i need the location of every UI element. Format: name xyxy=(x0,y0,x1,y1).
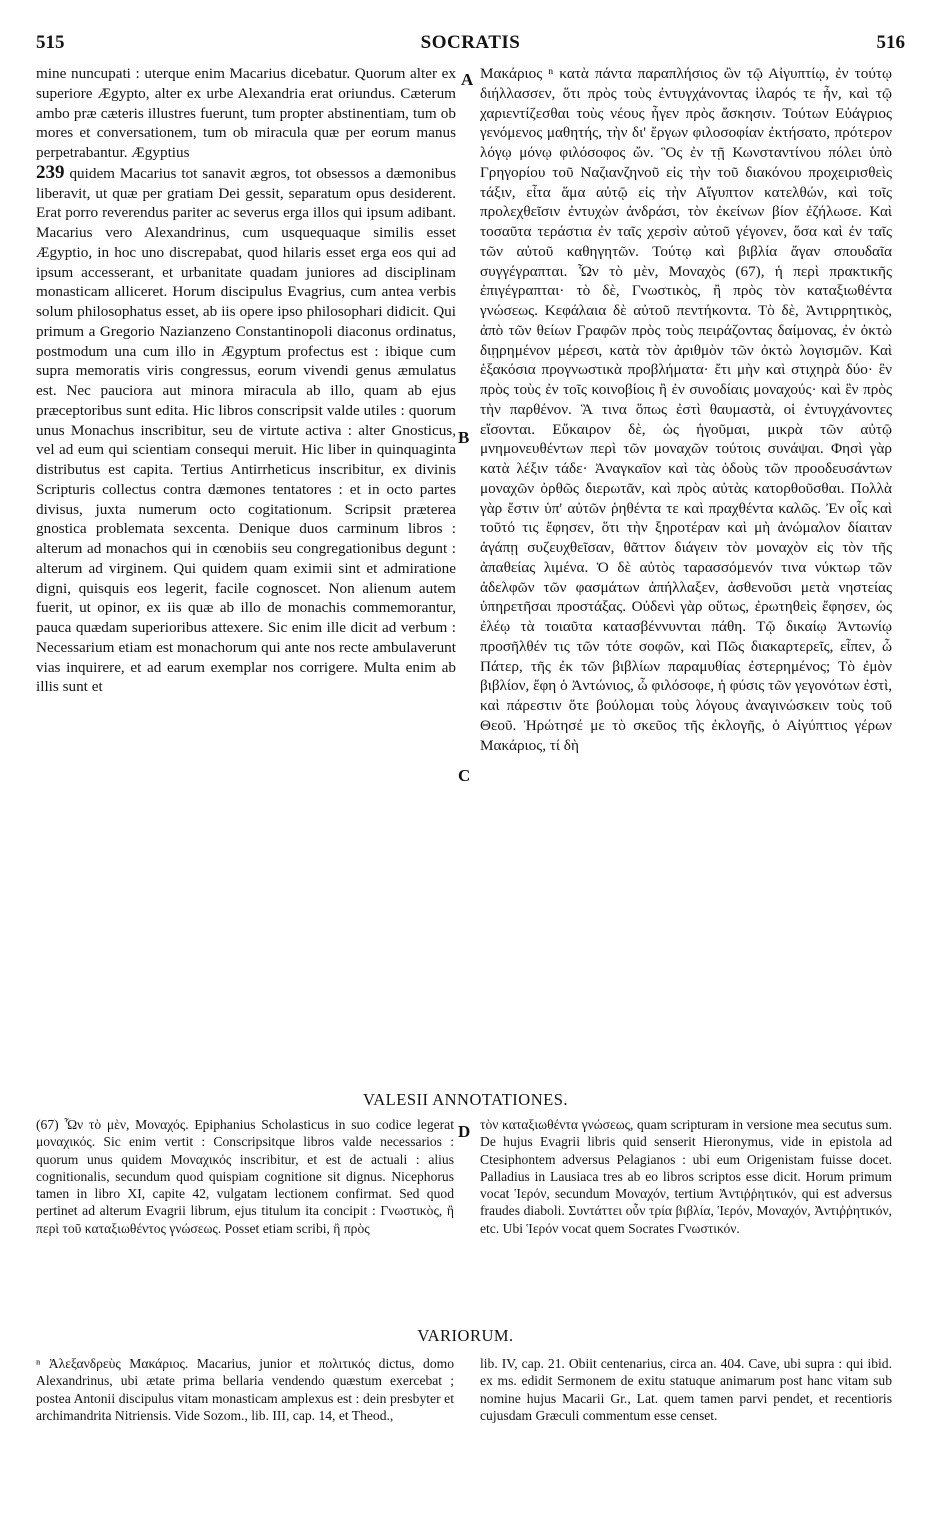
valesii-note-left xyxy=(36,1116,454,1312)
valesii-note-right xyxy=(480,1116,892,1312)
variorum-note-left xyxy=(36,1355,454,1531)
running-head xyxy=(36,32,905,58)
page-number-left: 515 xyxy=(36,32,65,53)
margin-marker-a: A xyxy=(461,70,474,89)
variorum-heading: VARIORUM. xyxy=(417,1326,514,1345)
variorum-note-right-text: lib. IV, cap. 21. Obiit centenarius, circa an. 404. Cave, ubi supra : qui ibid. ex ms. edidit Sermonem de exitu statuque animarum post hanc vitam sub nomine hujus Macarii Gr., Lat. quem tamen parvi pendet, et recentioris cujusdam Græculi commentum esse censet. xyxy=(480,1356,892,1423)
valesii-heading: VALESII ANNOTATIONES. xyxy=(362,1090,569,1109)
margin-marker-d: D xyxy=(458,1122,471,1141)
greek-column xyxy=(480,64,892,1074)
running-title: SOCRATIS xyxy=(420,32,521,53)
latin-column xyxy=(36,64,456,1074)
valesii-note-right-text: τὸν καταξιωθέντα γνώσεως, quam scripturam in versione mea secutus sum. De hujus Evagrii libris quid senserit Hieronymus, vide in epistola ad Ctesiphontem adversus Pelagianos : ubi eum Origenistam fuisse docet. Palladius in Lausiaca tres ab eo libros scriptos esse dicit. Horum primum vocat Ἱερόν, secundum Μοναχόν, tertium Ἀντιῤῥητικόν, qui est adversus fraudes diaboli. Συντάττει οὖν τρία βιβλία, Ἱερόν, Μοναχόν, Ἀντιῤῥητικόν, etc. Ubi Ἱερόν vocat quem Socrates Γνωστικόν. xyxy=(480,1117,892,1236)
reference-number: 239 xyxy=(36,161,65,183)
margin-marker-b: B xyxy=(458,428,470,447)
latin-text xyxy=(36,64,456,697)
latin-text-part1: mine nuncupati : uterque enim Macarius dicebatur. Quorum alter ex superiore Ægypto, alter ex urbe Alexandria erat oriundus. Cæterum ambo præ cæteris illustres fuerunt, tum propter abstinentiam, tum ob mores et conversationem, tum ob miracula quæ per eorum manus perpetrabantur. Ægyptius xyxy=(36,65,456,161)
latin-text-part2: quidem Macarius tot sanavit ægros, tot obsessos a dæmonibus liberavit, ut quæ per gratiam Dei gessit, separatum opus desiderent. Erat porro reverendus pariter ac severus erga illos qui ipsum adibant. Macarius vero Alexandrinus, cum usquequaque similis esset Ægyptio, in hoc uno discrepabat, quod hilaris esset erga eos qui ad ipsum accesserant, et urbanitate quadam juniores ad disciplinam monasticam alliceret. Horum discipulus Evagrius, cum antea verbis solum philosophatus esset, ab iis opere ipso philosophari didicit. Qui primum a Gregorio Nazianzeno Constantinopoli diaconus ordinatus, postmodum una cum illo in Ægyptum profectus est : ibique cum supra memoratis viris congressus, eorum vivendi genus æmulatus est. Nec pauciora aut minora miracula ab illo, quam ab ejus præceptoribus sunt edita. Hic libros conscripsit valde utiles : quorum unus Monachus inscribitur, seu de virtute activa : alter Gnosticus, vel ad eum qui scientiam consequi meruit. Hic liber in quinquaginta distributus est capita. Tertius Antirrheticus inscribitur, ex divinis Scripturis collectus contra dæmones tentatores : et in octo partes divisus, juxta numerum octo cogitationum. Scripsit præterea gnostica problemata sexcenta. Denique duos carminum libros : alterum ad monachos qui in cœnobiis seu congregationibus degunt : alterum ad virginem. Qui quidem quam eximii sint et admiratione digni, quisquis eos legerit, facile cognoscet. Non alienum autem fuerit, ut opinor, ex iis quæ ab illo de monachis commemorantur, pauca quædam superioribus attexere. Sic enim ille dicit ad verbum : Necessarium etiam est monachorum qui ante nos recte ambulaverunt vias inquirere, et ad earum exemplar nos corrigere. Multa enim ab illis sunt et xyxy=(36,164,456,696)
variorum-note-right xyxy=(480,1355,892,1531)
greek-text: Μακάριος ⁿ κατὰ πάντα παραπλήσιος ὢν τῷ Αἰγυπτίῳ, ἐν τούτῳ διήλλασσεν, ὅτι πρὸς τοὺς ἐντυγχάνοντας ἱλαρός τε ἦν, καὶ τῷ χαριεντίζεσθαι τοὺς νέους ἦγεν πρὸς ἄσκησιν. Τούτων Εὐάγριος γενόμενος μαθητής, τὴν δι' ἔργων φιλοσοφίαν ἐκτήσατο, πρότερον λόγῳ μόνῳ φιλόσοφος ὤν. Ὃς ἐν τῇ Κωνσταντίνου πόλει ὑπὸ Γρηγορίου τοῦ Ναζιανζηνοῦ εἰς τὴν τοῦ διακόνου προχειρισθεὶς τάξιν, εἶτα ἅμα αὐτῷ εἰς τὴν Αἴγυπτον κατελθών, καὶ τοῖς προλεχθεῖσιν ἐντυχὼν ἀνδράσι, τὸν ἐκείνων βίον ἐζήλωσε. Καὶ τοσαῦτα τεράστια ἐν ταῖς χερσὶν αὐτοῦ γέγονεν, ὅσα καὶ ἐν ταῖς τῶν αὐτοῦ καθηγητῶν. Τούτῳ καὶ βιβλία ἄγαν σπουδαῖα συγγέγραπται. Ὧν τὸ μὲν, Μοναχὸς (67), ἡ περὶ πρακτικῆς ἐπιγέγραπται· τὸ δὲ, Γνωστικὸς, ἢ πρὸς τὸν καταξιωθέντα γνώσεως. Κεφάλαια δὲ αὐτοῦ πεντήκοντα. Τὸ δὲ, Ἀντιρρητικὸς, ἀπὸ τῶν θείων Γραφῶν πρὸς τοὺς πειράζοντας δαίμονας, ἐν ὀκτὼ διῃρημένον μέρεσι, κατὰ τὸν ἀριθμὸν τῶν ὀκτὼ λογισμῶν. Καὶ ἑξακόσια προγνωστικὰ προβλήματα· ἔτι μὴν καὶ στιχηρὰ δύο· ἓν πρὸς τοὺς ἐν τοῖς κοινοβίοις ἢ ἐν συνοδίαις μοναχούς· καὶ ἓν πρὸς τὴν παρθένον. Ἃ τινα ὅπως ἐστὶ θαυμαστὰ, οἱ ἐντυγχάνοντες εἴσονται. Εὔκαιρον δὲ, ὡς ἡγοῦμαι, μικρὰ τῶν αὐτῷ μνημονευθέντων περὶ τῶν μοναχῶν τούτοις συνάψαι. Φησὶ γὰρ κατὰ λέξιν τάδε· Ἀναγκαῖον καὶ τὰς ὁδοὺς τῶν προοδευσάντων μοναχῶν ὀρθῶς διερωτᾶν, καὶ πρὸς αὐτὰς κατορθοῦσθαι. Πολλὰ γὰρ ἔστιν ὑπ' αὐτῶν ῥηθέντα τε καὶ πραχθέντα καλῶς. Ἐν οἷς καὶ τοῦτό τις ἔφησεν, ὅτι τὴν ξηροτέραν καὶ μὴ ἀνώμαλον δίαιταν ἀγάπῃ συζευχθεῖσαν, θᾶττον διάγειν τὸν μοναχὸν εἰς τὸν τῆς ἀπαθείας λιμένα. Ὁ δὲ αὐτὸς ταρασσόμενόν τινα νύκτωρ τῶν ἀδελφῶν τῶν φασμάτων ἀπήλλαξεν, ἀσθενοῦσι μετὰ νηστείας ὑπηρετῆσαι προστάξας. Οὐδενὶ γὰρ οὕτως, ἐρωτηθεὶς ἔφησεν, ὡς ἐλέῳ τὰ τοιαῦτα κατασβέννυνται πάθη. Τῷ δικαίῳ Ἀντωνίῳ προσῆλθέν τις τῶν τότε σοφῶν, καὶ Πῶς διακαρτερεῖς, εἶπεν, ὦ Πάτερ, τῆς ἐκ τῶν βιβλίων παραμυθίας ἐστερημένος; Τὸ ἐμὸν βιβλίον, ἔφη ὁ Ἀντώνιος, ὦ φιλόσοφε, ἡ φύσις τῶν γεγονότων ἐστὶ, καὶ πάρεστιν ὅτε βούλομαι τοὺς λόγους ἀναγινώσκειν τοὺς τοῦ Θεοῦ. Ἠρώτησέ με τὸ σκεῦος τῆς ἐκλογῆς, ὁ Αἰγύπτιος γέρων Μακάριος, τί δὴ xyxy=(480,65,892,754)
variorum-note-left-text: ⁿ Ἀλεξανδρεὺς Μακάριος. Macarius, junior et πολιτικός dictus, domo Alexandrinus, ubi ætate prima bellaria vendendo quæstum exercebat ; postea Antonii discipulus vitam monasticam amplexus est : dein presbyter et archimandrita Nitriensis. Vide Sozom., lib. III, cap. 14, et Theod., xyxy=(36,1356,454,1423)
page-number-right: 516 xyxy=(876,32,905,53)
valesii-note-left-text: (67) Ὧν τὸ μὲν, Μοναχός. Epiphanius Scholasticus in suo codice legerat μοναχικός. Sic enim vertit : Conscripsitque libros valde necessarios : quorum unus quidem Μοναχικός inscribitur, et est de actuali : alius cognitionalis, secundum quod quispiam cognitione sit dignus. Nicephorus tamen in libro XI, capite 42, vulgatam lectionem confirmat. Sed quod pertinet ad alterum Evagrii librum, ejus titulum ita concipit : Γνωστικὸς, ἢ περὶ τοῦ καταξιωθέντος γνώσεως. Posset etiam scribi, ἢ πρὸς xyxy=(36,1117,454,1236)
margin-marker-c: C xyxy=(458,766,471,785)
